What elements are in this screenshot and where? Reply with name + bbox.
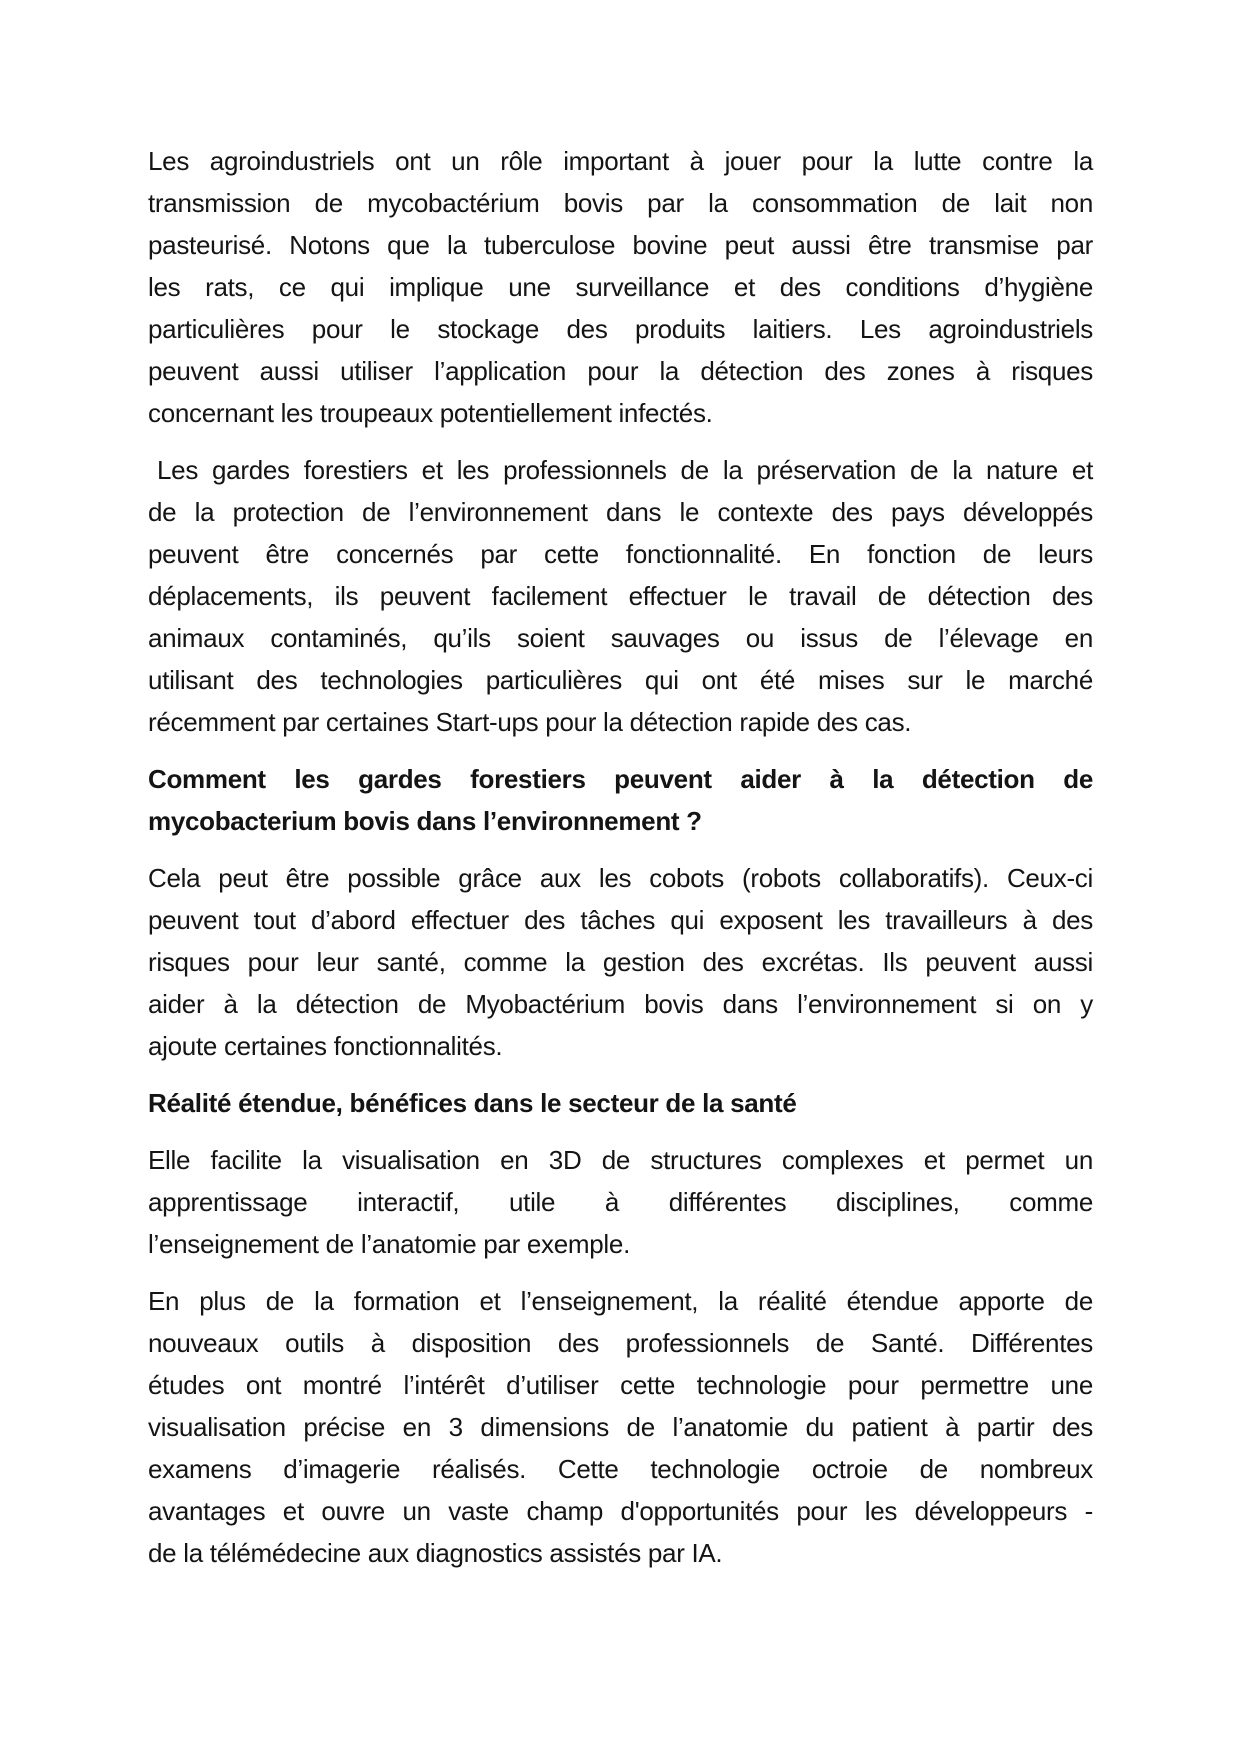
text-line: Réalité étendue, bénéfices dans le secteur de la santé	[148, 1088, 797, 1118]
text-line: peuvent aussi utiliser l’application pour la détection des zones à risques	[148, 356, 1093, 386]
text-line: Les gardes forestiers et les professionnels de la préservation de la nature et	[157, 455, 1093, 485]
text-line: les rats, ce qui implique une surveillance et des conditions d’hygiène	[148, 272, 1093, 302]
text-line: peuvent être concernés par cette fonctionnalité. En fonction de leurs	[148, 539, 1093, 569]
text-line: études ont montré l’intérêt d’utiliser cette technologie pour permettre une	[148, 1370, 1093, 1400]
text-line: récemment par certaines Start-ups pour la détection rapide des cas.	[148, 707, 912, 737]
text-line: concernant les troupeaux potentiellement infectés.	[148, 398, 713, 428]
text-line: de la télémédecine aux diagnostics assistés par IA.	[148, 1538, 723, 1568]
text-line: déplacements, ils peuvent facilement effectuer le travail de détection des	[148, 581, 1093, 611]
heading-realite-etendue	[148, 1082, 1093, 1124]
text-line: utilisant des technologies particulières qui ont été mises sur le marché	[148, 665, 1093, 695]
document-page	[148, 140, 1093, 1589]
text-line: transmission de mycobactérium bovis par la consommation de lait non	[148, 188, 1093, 218]
text-line: Les agroindustriels ont un rôle important à jouer pour la lutte contre la	[148, 146, 1093, 176]
text-line: ajoute certaines fonctionnalités.	[148, 1031, 503, 1061]
paragraph-gardes-forestiers	[148, 449, 1093, 743]
text-line: nouveaux outils à disposition des professionnels de Santé. Différentes	[148, 1328, 1093, 1358]
text-line: Elle facilite la visualisation en 3D de structures complexes et permet un	[148, 1145, 1093, 1175]
heading-comment-gardes-forestiers	[148, 758, 1093, 842]
text-line: l’enseignement de l’anatomie par exemple.	[148, 1229, 630, 1259]
paragraph-visualisation-3d	[148, 1139, 1093, 1265]
text-line: visualisation précise en 3 dimensions de l’anatomie du patient à partir des	[148, 1412, 1093, 1442]
paragraph-agroindustriels	[148, 140, 1093, 434]
text-line: peuvent tout d’abord effectuer des tâches qui exposent les travailleurs à des	[148, 905, 1093, 935]
text-line: particulières pour le stockage des produits laitiers. Les agroindustriels	[148, 314, 1093, 344]
paragraph-formation-sante	[148, 1280, 1093, 1574]
text-line: apprentissage interactif, utile à différentes disciplines, comme	[148, 1187, 1093, 1217]
text-line: En plus de la formation et l’enseignement, la réalité étendue apporte de	[148, 1286, 1093, 1316]
text-line: mycobacterium bovis dans l’environnement ?	[148, 806, 702, 836]
text-line: animaux contaminés, qu’ils soient sauvages ou issus de l’élevage en	[148, 623, 1093, 653]
text-line: aider à la détection de Myobactérium bovis dans l’environnement si on y	[148, 989, 1093, 1019]
paragraph-cobots	[148, 857, 1093, 1067]
text-line: avantages et ouvre un vaste champ d'opportunités pour les développeurs -	[148, 1496, 1093, 1526]
text-line: Comment les gardes forestiers peuvent aider à la détection de	[148, 764, 1093, 794]
text-line: examens d’imagerie réalisés. Cette technologie octroie de nombreux	[148, 1454, 1093, 1484]
text-line: pasteurisé. Notons que la tuberculose bovine peut aussi être transmise par	[148, 230, 1093, 260]
text-line: de la protection de l’environnement dans le contexte des pays développés	[148, 497, 1093, 527]
text-line: Cela peut être possible grâce aux les cobots (robots collaboratifs). Ceux-ci	[148, 863, 1093, 893]
text-line: risques pour leur santé, comme la gestion des excrétas. Ils peuvent aussi	[148, 947, 1093, 977]
